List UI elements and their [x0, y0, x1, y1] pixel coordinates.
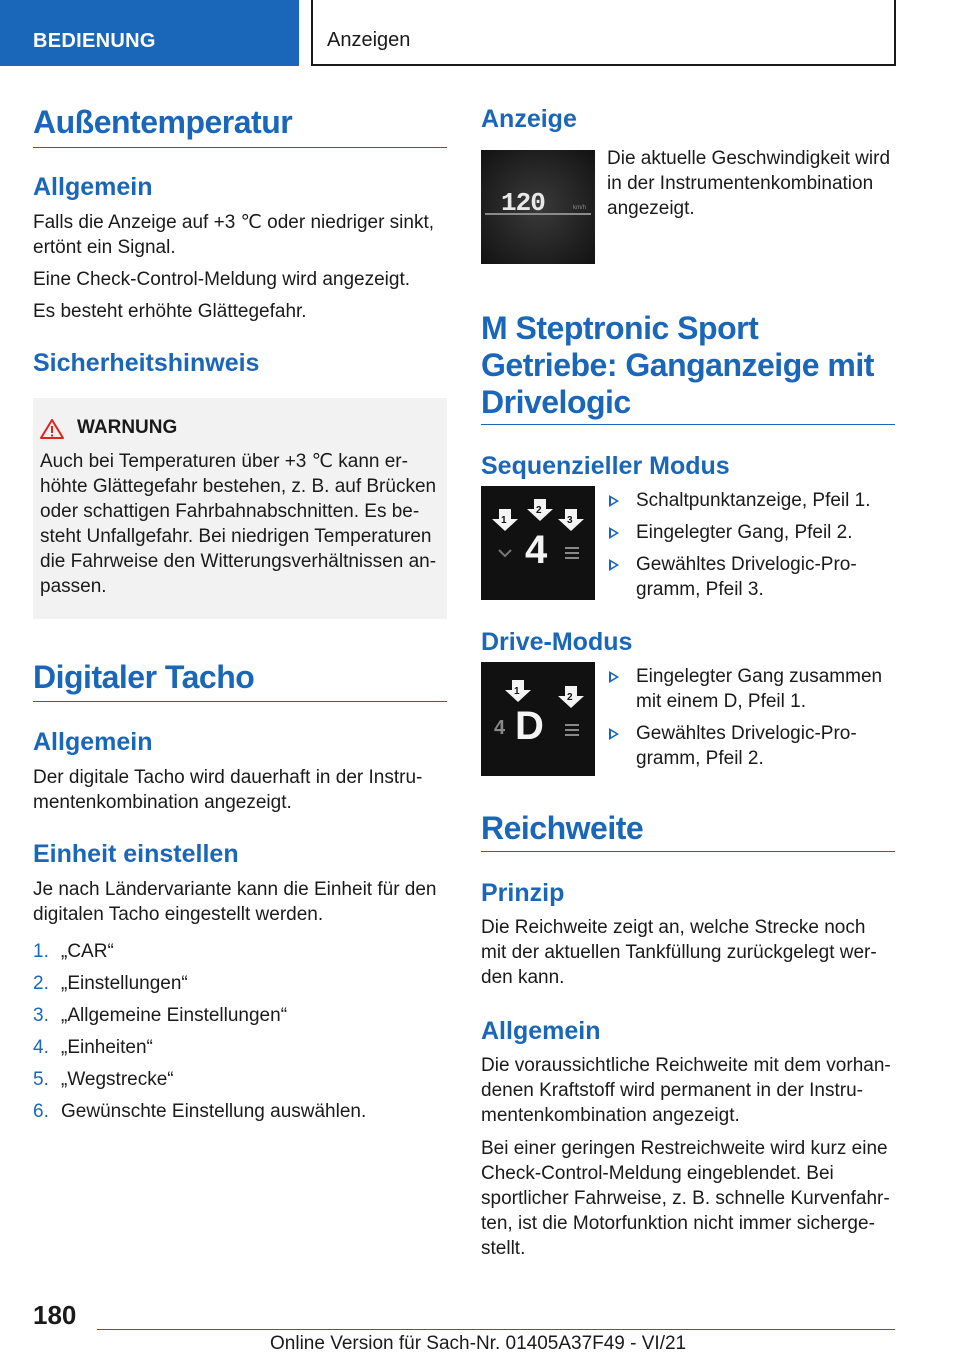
- footer-text: Online Version für Sach-Nr. 01405A37F49 - VI/21: [270, 1333, 687, 1354]
- list-text: „Einheiten“: [61, 1037, 153, 1058]
- paragraph-allgemein-3b: Bei einer geringen Restreichweite wird kurz eine Check-Control-Meldung eingeblendet. Bei sportlicher Fahrweise, z. B. schnelle Kurvenfahrten, ist die Motorfunktion nicht immer sichergestellt.: [481, 1138, 890, 1259]
- heading-prinzip: Prinzip: [481, 879, 565, 907]
- sequential-gear: 4: [525, 528, 548, 572]
- list-text: Eingelegter Gang zusammen mit einem D, Pfeil 1.: [636, 666, 883, 712]
- bullet-triangle-icon: [609, 527, 619, 539]
- paragraph-einheit: Je nach Ländervariante kann die Einheit für den digitalen Tacho eingestellt werden.: [33, 879, 437, 925]
- list-text: Gewähltes Drivelogic-Programm, Pfeil 3.: [636, 554, 857, 600]
- list-number: 5.: [33, 1069, 49, 1090]
- heading-digitaler-tacho: Digitaler Tacho: [33, 659, 255, 695]
- list-number: 4.: [33, 1037, 49, 1058]
- header-chapter-label: Anzeigen: [327, 29, 411, 51]
- bullet-triangle-icon: [609, 495, 619, 507]
- header-section-tab: [0, 0, 299, 66]
- arrow-label-2: 2: [567, 692, 573, 703]
- header-section-label: BEDIENUNG: [33, 30, 156, 52]
- footer-rule: [97, 1329, 895, 1330]
- paragraph-allgemein-1: Falls die Anzeige auf +3 ℃ oder niedriger sinkt, ertönt ein Signal.: [33, 212, 435, 258]
- header-chapter-box: [311, 0, 896, 66]
- bullet-triangle-icon: [609, 728, 619, 740]
- arrow-label-1: 1: [501, 515, 507, 526]
- speed-unit: km/h: [573, 205, 587, 211]
- heading-rule: [33, 701, 447, 702]
- drive-mode-image: [481, 662, 595, 776]
- paragraph-glaettegefahr: Es besteht erhöhte Glättegefahr.: [33, 301, 307, 322]
- arrow-label-1: 1: [514, 686, 520, 697]
- list-text: „Allgemeine Einstellungen“: [61, 1005, 288, 1026]
- speed-display-image: [481, 150, 595, 264]
- page-number: 180: [33, 1300, 77, 1330]
- drive-gear: 4: [494, 717, 506, 739]
- bullet-triangle-icon: [609, 671, 619, 683]
- list-number: 6.: [33, 1101, 49, 1122]
- list-number: 3.: [33, 1005, 49, 1026]
- heading-rule: [481, 424, 895, 425]
- list-number: 2.: [33, 973, 49, 994]
- list-number: 1.: [33, 941, 49, 962]
- list-text: Eingelegter Gang, Pfeil 2.: [636, 522, 853, 543]
- heading-steptronic: M Steptronic Sport Getriebe: Ganganzeige mit Drivelogic: [481, 310, 874, 420]
- warning-text: Auch bei Temperaturen über +3 ℃ kann erhöhte Glättegefahr bestehen, z. B. auf Brücken oder schattigen Fahrbahnabschnitten. Es besteht Unfallgefahr. Bei niedrigen Temperaturen die Fahrweise den Witterungsverhältnissen anpassen.: [40, 451, 437, 597]
- warning-triangle-icon: [39, 418, 65, 440]
- list-text: Schaltpunktanzeige, Pfeil 1.: [636, 490, 871, 511]
- heading-einheit-einstellen: Einheit einstellen: [33, 840, 239, 868]
- list-text: „CAR“: [61, 941, 114, 962]
- heading-sequenzieller-modus: Sequenzieller Modus: [481, 452, 730, 480]
- paragraph-check-control: Eine Check-Control-Meldung wird angezeigt.: [33, 269, 411, 290]
- bullet-triangle-icon: [609, 559, 619, 571]
- heading-rule: [481, 851, 895, 852]
- heading-sicherheitshinweis: Sicherheitshinweis: [33, 349, 260, 377]
- heading-allgemein-2: Allgemein: [33, 728, 153, 756]
- warning-heading: WARNUNG: [77, 417, 178, 438]
- list-text: Gewähltes Drivelogic-Programm, Pfeil 2.: [636, 723, 857, 769]
- heading-allgemein-1: Allgemein: [33, 173, 153, 201]
- paragraph-allgemein-3a: Die voraussichtliche Reichweite mit dem vorhandenen Kraftstoff wird permanent in der Instrumentenkombination angezeigt.: [481, 1055, 891, 1126]
- heading-aussentemperatur: Außentemperatur: [33, 104, 293, 140]
- heading-rule: [33, 147, 447, 148]
- list-text: Gewünschte Einstellung auswählen.: [61, 1101, 367, 1122]
- paragraph-allgemein-2: Der digitale Tacho wird dauerhaft in der Instrumentenkombination angezeigt.: [33, 767, 423, 813]
- sequential-mode-image: [481, 486, 595, 600]
- list-text: „Einstellungen“: [61, 973, 188, 994]
- paragraph-prinzip: Die Reichweite zeigt an, welche Strecke noch mit der aktuellen Tankfüllung zurückgelegt werden kann.: [481, 917, 877, 988]
- heading-anzeige: Anzeige: [481, 105, 577, 133]
- paragraph-anzeige: Die aktuelle Geschwindigkeit wird in der Instrumentenkombination angezeigt.: [607, 148, 891, 219]
- arrow-label-2: 2: [536, 505, 542, 516]
- heading-reichweite: Reichweite: [481, 810, 644, 846]
- speed-value: 120: [501, 188, 545, 218]
- heading-allgemein-3: Allgemein: [481, 1017, 601, 1045]
- arrow-label-3: 3: [567, 515, 573, 526]
- drive-mode-letter: D: [515, 704, 544, 748]
- heading-drive-modus: Drive-Modus: [481, 628, 633, 656]
- list-text: „Wegstrecke“: [61, 1069, 174, 1090]
